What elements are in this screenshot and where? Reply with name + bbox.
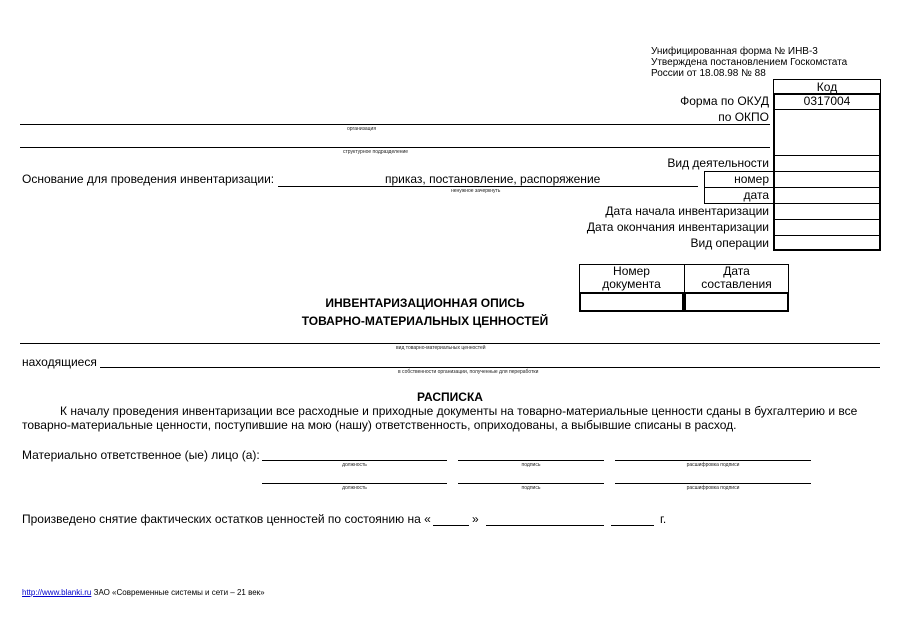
- decoding-caption-2: расшифровка подписи: [686, 485, 740, 491]
- document-title-line1: ИНВЕНТАРИЗАЦИОННАЯ ОПИСЬ: [325, 296, 525, 310]
- doc-number-header-line2: документа: [602, 277, 661, 291]
- date-cell: [775, 187, 879, 188]
- signature-line-1[interactable]: [458, 460, 604, 461]
- organization-line[interactable]: [20, 124, 770, 125]
- goods-type-line[interactable]: [20, 343, 880, 344]
- signature-caption-1: подпись: [521, 462, 541, 468]
- okpo-label: по ОКПО: [718, 110, 769, 124]
- balance-month-line[interactable]: [486, 525, 604, 526]
- doc-date-header-line2: составления: [701, 277, 772, 291]
- goods-type-caption: вид товарно-материальных ценностей: [396, 345, 486, 351]
- end-cell: [775, 219, 879, 220]
- footer-company: ЗАО «Современные системы и сети – 21 век»: [93, 588, 265, 597]
- form-number: Унифицированная форма № ИНВ-3: [651, 46, 818, 57]
- balance-year-line[interactable]: [611, 525, 654, 526]
- date-label: дата: [743, 188, 769, 202]
- position-line-1[interactable]: [262, 460, 447, 461]
- number-date-left-border: [704, 171, 705, 203]
- basis-caption: ненужное зачеркнуть: [451, 188, 501, 194]
- receipt-text-line2: товарно-материальные ценности, поступившие на мою (нашу) ответственность, оприходованы, а выбывшие списаны в расход.: [22, 418, 737, 432]
- doc-number-header-line1: Номер: [613, 264, 650, 278]
- number-label: номер: [734, 172, 769, 186]
- decoding-line-1[interactable]: [615, 460, 811, 461]
- basis-value: приказ, постановление, распоряжение: [385, 172, 601, 186]
- located-caption: в собственности организации, полученные для переработки: [398, 369, 539, 375]
- footer-link[interactable]: http://www.blanki.ru: [22, 588, 92, 597]
- code-table-inner: [773, 93, 881, 251]
- balance-quote-close: »: [472, 512, 479, 526]
- activity-cell: [775, 155, 879, 156]
- responsible-label: Материально ответственное (ые) лицо (а):: [22, 448, 260, 462]
- position-line-2[interactable]: [262, 483, 447, 484]
- number-cell: [775, 171, 879, 172]
- footer: [22, 588, 265, 597]
- doc-date-header: [684, 265, 789, 291]
- decoding-caption-1: расшифровка подписи: [686, 462, 740, 468]
- position-caption-2: должность: [342, 485, 367, 491]
- doc-number-header: [579, 265, 684, 291]
- receipt-title: РАСПИСКА: [417, 390, 483, 404]
- operation-cell: [775, 235, 879, 236]
- balance-year-suffix: г.: [660, 512, 667, 526]
- doc-date-cell[interactable]: [684, 292, 789, 312]
- form-approval-date: России от 18.08.98 № 88: [651, 68, 766, 79]
- subdivision-caption: структурное подразделение: [343, 149, 409, 155]
- organization-caption: организация: [347, 126, 377, 132]
- receipt-text-line1: К началу проведения инвентаризации все расходные и приходные документы на товарно-материальные ценности сданы в бухгалтерию и все: [60, 404, 858, 418]
- subdivision-line[interactable]: [20, 147, 770, 148]
- start-date-label: Дата начала инвентаризации: [605, 204, 769, 218]
- located-line[interactable]: [100, 367, 880, 368]
- document-title-line2: ТОВАРНО-МАТЕРИАЛЬНЫХ ЦЕННОСТЕЙ: [301, 314, 549, 328]
- signature-line-2[interactable]: [458, 483, 604, 484]
- position-caption-1: должность: [342, 462, 367, 468]
- code-heading: Код: [816, 80, 838, 94]
- located-label: находящиеся: [22, 355, 97, 369]
- signature-caption-2: подпись: [521, 485, 541, 491]
- decoding-line-2[interactable]: [615, 483, 811, 484]
- okud-label: Форма по ОКУД: [680, 94, 769, 108]
- activity-label: Вид деятельности: [667, 156, 769, 170]
- operation-label: Вид операции: [690, 236, 769, 250]
- form-approval: Утверждена постановлением Госкомстата: [651, 57, 848, 68]
- okpo-cell: [775, 109, 879, 110]
- balance-day-line[interactable]: [433, 525, 469, 526]
- end-date-label: Дата окончания инвентаризации: [586, 220, 769, 234]
- doc-date-header-line1: Дата: [723, 264, 750, 278]
- okud-code: 0317004: [803, 94, 851, 108]
- basis-line[interactable]: [278, 186, 698, 187]
- basis-label: Основание для проведения инвентаризации:: [22, 172, 275, 186]
- balance-label: Произведено снятие фактических остатков ценностей по состоянию на «: [22, 512, 431, 526]
- start-cell: [775, 203, 879, 204]
